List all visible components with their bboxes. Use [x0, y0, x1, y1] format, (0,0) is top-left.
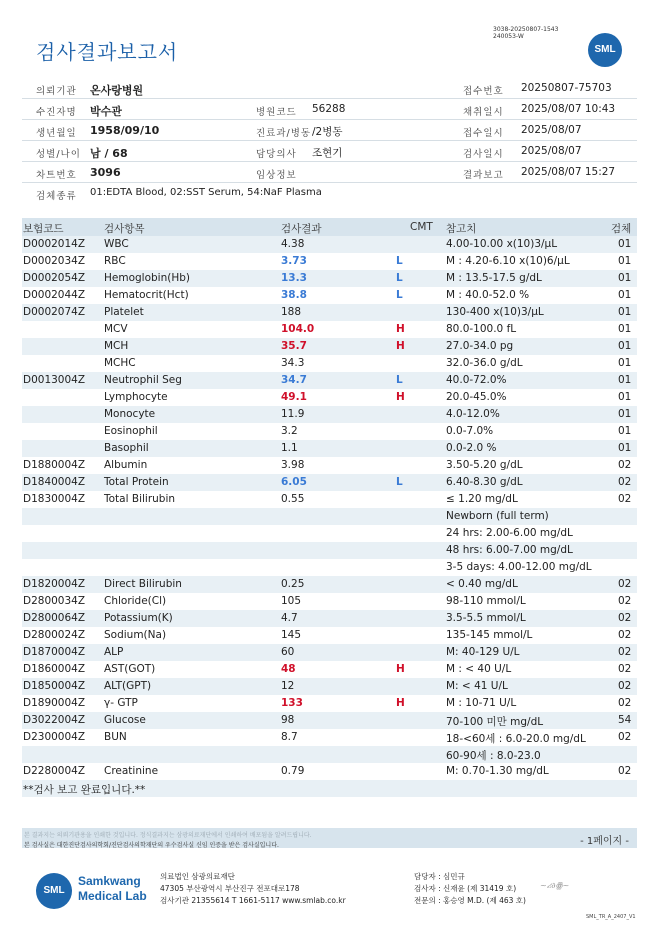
cell-ref: 0.0-2.0 %	[446, 442, 497, 454]
cell-ref: 3.5-5.5 mmol/L	[446, 612, 526, 624]
cell-cmt: H	[396, 340, 405, 352]
org-name: 의료법인 삼광의료재단	[160, 872, 235, 881]
cell-ref: 6.40-8.30 g/dL	[446, 476, 523, 488]
dept-value: /2병동	[312, 126, 343, 138]
cell-name: Total Protein	[104, 476, 169, 488]
cell-specimen: 02	[618, 765, 632, 777]
cell-specimen: 01	[618, 408, 632, 420]
cell-result: 0.25	[281, 578, 305, 590]
info-row	[22, 141, 637, 162]
cell-name: ALT(GPT)	[104, 680, 152, 692]
cell-name: Monocyte	[104, 408, 156, 420]
cell-specimen: 01	[618, 289, 632, 301]
cell-code: D1830004Z	[23, 493, 86, 505]
cell-specimen: 01	[618, 340, 632, 352]
info-row	[22, 78, 637, 99]
patient-value: 박수관	[90, 105, 122, 118]
receipt-no-value: 20250807-75703	[521, 82, 612, 94]
table-row	[22, 797, 637, 814]
reported-value: 2025/08/07 15:27	[521, 166, 616, 178]
chart-value: 3096	[90, 166, 121, 179]
cell-name: ALP	[104, 646, 124, 658]
cell-specimen: 01	[618, 391, 632, 403]
table-row	[22, 372, 637, 389]
staff-tester: 검사자 : 신재윤 (제 31419 호)	[414, 884, 517, 893]
header-result: 검사결과	[281, 223, 322, 235]
cell-ref: 0.0-7.0%	[446, 425, 494, 437]
table-row	[22, 423, 637, 440]
document-id-line: 240053-W	[493, 33, 524, 40]
cell-name: Hematocrit(Hct)	[104, 289, 189, 301]
cell-specimen: 02	[618, 663, 632, 675]
cell-name: Potassium(K)	[104, 612, 173, 624]
cell-ref: M : 13.5-17.5 g/dL	[446, 272, 542, 284]
cell-code: D1880004Z	[23, 459, 86, 471]
cell-cmt: H	[396, 663, 405, 675]
cell-code: D0002034Z	[23, 255, 86, 267]
cell-ref: 70-100 미만 mg/dL	[446, 716, 544, 728]
patient-label: 수진자명	[36, 107, 77, 118]
collected-label: 채취일시	[463, 107, 504, 118]
cell-ref: M: 40-129 U/L	[446, 646, 520, 658]
cell-name: Basophil	[104, 442, 149, 454]
cell-code: D0013004Z	[23, 374, 86, 386]
cell-cmt: L	[396, 374, 403, 386]
cell-name: Creatinine	[104, 765, 159, 777]
cell-code: D1870004Z	[23, 646, 86, 658]
cell-specimen: 01	[618, 306, 632, 318]
cell-result: 188	[281, 306, 302, 318]
cell-code: D2800024Z	[23, 629, 86, 641]
cell-specimen: 54	[618, 714, 632, 726]
cell-result: 12	[281, 680, 295, 692]
cell-name: BUN	[104, 731, 127, 743]
cell-code: D1850004Z	[23, 680, 86, 692]
dept-label: 진료과/병동	[256, 128, 312, 139]
table-row	[22, 729, 637, 746]
cell-result: 49.1	[281, 391, 307, 403]
results-table	[22, 218, 637, 814]
received-label: 접수일시	[463, 128, 504, 139]
cell-result: 8.7	[281, 731, 298, 743]
table-row	[22, 610, 637, 627]
info-row	[22, 162, 637, 183]
header-ref: 참고치	[446, 223, 477, 235]
table-row	[22, 406, 637, 423]
signature-image: ~ሪ∂ꙮ~	[540, 881, 570, 890]
cell-result: 38.8	[281, 289, 307, 301]
cell-cmt: H	[396, 323, 405, 335]
cell-cmt: L	[396, 272, 403, 284]
table-row	[22, 457, 637, 474]
cell-specimen: 01	[618, 425, 632, 437]
table-row	[22, 678, 637, 695]
cell-result: 1.1	[281, 442, 298, 454]
cell-ref: 60-90세 : 8.0-23.0	[446, 750, 541, 762]
cell-ref: 4.0-12.0%	[446, 408, 500, 420]
cell-name: RBC	[104, 255, 126, 267]
table-row	[22, 559, 637, 576]
table-row	[22, 763, 637, 780]
table-row	[22, 508, 637, 525]
cell-name: Glucose	[104, 714, 146, 726]
cell-result: 6.05	[281, 476, 307, 488]
institution-label: 의뢰기관	[36, 86, 77, 97]
cell-specimen: 01	[618, 255, 632, 267]
cell-ref: 135-145 mmol/L	[446, 629, 533, 641]
cell-result: 0.55	[281, 493, 305, 505]
report-title: 검사결과보고서	[36, 40, 179, 64]
tested-value: 2025/08/07	[521, 145, 582, 157]
cell-name: Hemoglobin(Hb)	[104, 272, 191, 284]
info-row	[22, 99, 637, 120]
cell-code: D2800034Z	[23, 595, 86, 607]
cell-name: MCV	[104, 323, 128, 335]
cell-cmt: L	[396, 255, 403, 267]
cell-result: 145	[281, 629, 302, 641]
cell-specimen: 02	[618, 493, 632, 505]
info-row	[22, 183, 637, 204]
header-name: 검사항목	[104, 223, 145, 235]
institution-value: 온사랑병원	[90, 84, 144, 97]
reported-label: 결과보고	[463, 170, 504, 181]
table-row	[22, 253, 637, 270]
cell-ref: 27.0-34.0 pg	[446, 340, 514, 352]
notice-bar	[22, 828, 637, 848]
tested-label: 검사일시	[463, 149, 504, 160]
specimen-type-value: 01:EDTA Blood, 02:SST Serum, 54:NaF Plasma	[90, 187, 322, 198]
receipt-no-label: 접수번호	[463, 86, 504, 97]
cell-result: 98	[281, 714, 295, 726]
cell-specimen: 01	[618, 357, 632, 369]
cell-specimen: 02	[618, 578, 632, 590]
cell-ref: 18-<60세 : 6.0-20.0 mg/dL	[446, 733, 586, 745]
table-row	[22, 695, 637, 712]
cell-code: D0002014Z	[23, 238, 86, 250]
table-row	[22, 576, 637, 593]
cell-code: D1820004Z	[23, 578, 86, 590]
notice-line-1: 본 결과지는 의뢰기관용을 인쇄한 것입니다. 정식결과지는 삼광의료재단에서 인쇄하여 배포됨을 알려드립니다.	[24, 832, 312, 839]
cell-specimen: 02	[618, 595, 632, 607]
table-row	[22, 712, 637, 729]
document-id-line: 3038-20250807-1543	[493, 26, 559, 33]
doctor-value: 조현기	[312, 147, 343, 159]
cell-result: 105	[281, 595, 302, 607]
table-row	[22, 593, 637, 610]
page-number: - 1페이지 -	[580, 836, 629, 847]
cell-name: Chloride(Cl)	[104, 595, 167, 607]
cell-specimen: 01	[618, 442, 632, 454]
cell-code: D0002074Z	[23, 306, 86, 318]
cell-specimen: 02	[618, 629, 632, 641]
company-name-line1: Samkwang	[78, 874, 141, 888]
hospital-code-value: 56288	[312, 103, 346, 115]
cell-specimen: 02	[618, 680, 632, 692]
cell-code: **검사 보고 완료입니다.**	[23, 784, 146, 796]
cell-ref: 24 hrs: 2.00-6.00 mg/dL	[446, 527, 573, 539]
cell-name: WBC	[104, 238, 129, 250]
table-row	[22, 321, 637, 338]
doctor-label: 담당의사	[256, 149, 297, 160]
cell-cmt: L	[396, 289, 403, 301]
cell-result: 3.73	[281, 255, 307, 267]
birth-value: 1958/09/10	[90, 124, 160, 137]
org-address: 47305 부산광역시 부산진구 전포대로178	[160, 884, 300, 893]
table-body	[22, 236, 637, 814]
cell-result: 0.79	[281, 765, 305, 777]
cell-result: 4.38	[281, 238, 305, 250]
cell-name: Total Bilirubin	[104, 493, 176, 505]
cell-result: 35.7	[281, 340, 307, 352]
table-row	[22, 304, 637, 321]
cell-name: Sodium(Na)	[104, 629, 167, 641]
cell-specimen: 02	[618, 459, 632, 471]
cell-specimen: 01	[618, 323, 632, 335]
cell-code: D1890004Z	[23, 697, 86, 709]
cell-ref: M : 4.20-6.10 x(10)6/μL	[446, 255, 570, 267]
header-cmt: CMT	[410, 221, 433, 233]
cell-ref: M : < 40 U/L	[446, 663, 512, 675]
cell-cmt: H	[396, 391, 405, 403]
cell-ref: 80.0-100.0 fL	[446, 323, 517, 335]
cell-result: 60	[281, 646, 295, 658]
cell-specimen: 01	[618, 272, 632, 284]
table-row	[22, 627, 637, 644]
cell-code: D1860004Z	[23, 663, 86, 675]
table-row	[22, 491, 637, 508]
cell-result: 34.3	[281, 357, 305, 369]
table-row	[22, 355, 637, 372]
cell-specimen: 01	[618, 374, 632, 386]
sex-age-value: 남 / 68	[90, 147, 128, 160]
chart-label: 차트번호	[36, 170, 77, 181]
table-row	[22, 389, 637, 406]
cell-code: D3022004Z	[23, 714, 86, 726]
cell-name: Albumin	[104, 459, 148, 471]
cell-specimen: 02	[618, 697, 632, 709]
table-row	[22, 338, 637, 355]
header-specimen: 검체	[611, 223, 632, 235]
received-value: 2025/08/07	[521, 124, 582, 136]
collected-value: 2025/08/07 10:43	[521, 103, 616, 115]
cell-ref: M : 40.0-52.0 %	[446, 289, 530, 301]
document-id	[493, 26, 558, 40]
cell-ref: < 0.40 mg/dL	[446, 578, 518, 590]
cell-ref: 4.00-10.00 x(10)3/μL	[446, 238, 558, 250]
cell-name: Lymphocyte	[104, 391, 168, 403]
sml-footer-logo: SML	[36, 873, 72, 909]
cell-code: D0002054Z	[23, 272, 86, 284]
cell-ref: 3-5 days: 4.00-12.00 mg/dL	[446, 561, 592, 573]
cell-code: D0002044Z	[23, 289, 86, 301]
cell-specimen: 02	[618, 731, 632, 743]
table-row	[22, 644, 637, 661]
table-row	[22, 542, 637, 559]
cell-name: Direct Bilirubin	[104, 578, 182, 590]
table-row	[22, 661, 637, 678]
table-row	[22, 236, 637, 253]
cell-result: 34.7	[281, 374, 307, 386]
cell-name: MCH	[104, 340, 129, 352]
cell-name: Eosinophil	[104, 425, 158, 437]
cell-ref: 20.0-45.0%	[446, 391, 507, 403]
cell-result: 133	[281, 697, 303, 709]
cell-result: 13.3	[281, 272, 307, 284]
cell-name: Platelet	[104, 306, 144, 318]
cell-result: 3.98	[281, 459, 305, 471]
birth-label: 생년월일	[36, 128, 77, 139]
header-code: 보험코드	[23, 223, 64, 235]
cell-ref: ≤ 1.20 mg/dL	[446, 493, 518, 505]
cell-name: γ- GTP	[104, 697, 138, 709]
table-row	[22, 525, 637, 542]
form-code: SML_TR_A_2407_V1	[586, 914, 636, 920]
cell-ref: 48 hrs: 6.00-7.00 mg/dL	[446, 544, 573, 556]
cell-ref: 32.0-36.0 g/dL	[446, 357, 523, 369]
cell-ref: 3.50-5.20 g/dL	[446, 459, 523, 471]
cell-result: 104.0	[281, 323, 315, 335]
sex-age-label: 성별/나이	[36, 149, 81, 160]
cell-specimen: 02	[618, 646, 632, 658]
cell-ref: M : 10-71 U/L	[446, 697, 517, 709]
cell-result: 48	[281, 663, 296, 675]
table-row	[22, 270, 637, 287]
table-row	[22, 746, 637, 763]
table-row	[22, 780, 637, 797]
staff-manager: 담당자 : 심민규	[414, 872, 465, 881]
org-contact: 검사기관 21355614 T 1661-5117 www.smlab.co.kr	[160, 896, 346, 905]
cell-specimen: 01	[618, 238, 632, 250]
cell-ref: 98-110 mmol/L	[446, 595, 526, 607]
cell-result: 3.2	[281, 425, 298, 437]
cell-result: 11.9	[281, 408, 305, 420]
cell-name: MCHC	[104, 357, 136, 369]
cell-code: D2280004Z	[23, 765, 86, 777]
cell-ref: Newborn (full term)	[446, 510, 549, 522]
table-row	[22, 287, 637, 304]
cell-ref: 130-400 x(10)3/μL	[446, 306, 544, 318]
staff-info	[414, 871, 526, 907]
specimen-type-label: 검체종류	[36, 191, 77, 202]
sml-logo-badge: SML	[588, 33, 622, 67]
company-name-line2: Medical Lab	[78, 889, 147, 903]
cell-ref: M: < 41 U/L	[446, 680, 508, 692]
cell-cmt: L	[396, 476, 403, 488]
cell-ref: M: 0.70-1.30 mg/dL	[446, 765, 549, 777]
clinical-label: 임상정보	[256, 170, 297, 181]
cell-specimen: 02	[618, 612, 632, 624]
cell-cmt: H	[396, 697, 405, 709]
table-header	[22, 218, 637, 236]
cell-name: Neutrophil Seg	[104, 374, 182, 386]
cell-result: 4.7	[281, 612, 298, 624]
hospital-code-label: 병원코드	[256, 107, 297, 118]
staff-specialist: 전문의 : 홍승영 M.D. (제 463 호)	[414, 896, 526, 905]
cell-ref: 40.0-72.0%	[446, 374, 507, 386]
organization-info	[160, 871, 346, 907]
company-name	[78, 874, 147, 904]
cell-code: D2800064Z	[23, 612, 86, 624]
table-row	[22, 440, 637, 457]
patient-info-block	[22, 78, 637, 204]
cell-code: D2300004Z	[23, 731, 86, 743]
cell-code: D1840004Z	[23, 476, 86, 488]
info-row	[22, 120, 637, 141]
cell-specimen: 02	[618, 476, 632, 488]
notice-line-2: 본 검사실은 대한진단검사의학회/진단검사의학재단의 우수검사실 신임 인증을 받은 검사실입니다.	[24, 842, 279, 849]
cell-name: AST(GOT)	[104, 663, 156, 675]
table-row	[22, 474, 637, 491]
